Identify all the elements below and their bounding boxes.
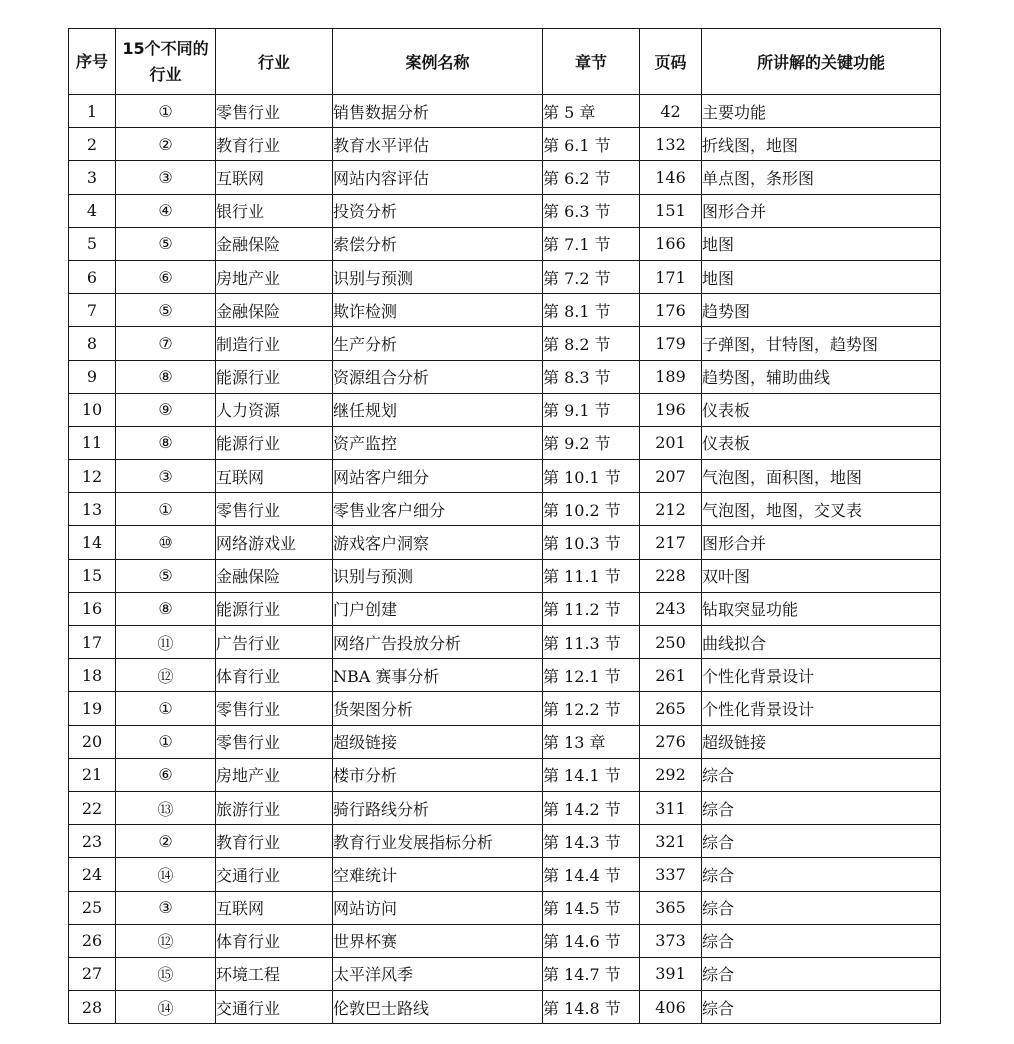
cell-no: 6 (69, 260, 116, 293)
cell-chapter: 第 14.1 节 (543, 758, 640, 791)
cell-industry-id: ⑤ (116, 559, 216, 592)
cell-functions: 子弹图，甘特图，趋势图 (702, 327, 941, 360)
table-body (69, 95, 941, 1024)
cell-functions: 综合 (702, 825, 941, 858)
table-row (69, 227, 941, 260)
header-row (69, 29, 941, 95)
cell-industry: 金融保险 (216, 227, 333, 260)
cell-industry: 零售行业 (216, 95, 333, 128)
cell-industry-id: ④ (116, 194, 216, 227)
cell-chapter: 第 9.2 节 (543, 426, 640, 459)
cell-industry: 房地产业 (216, 260, 333, 293)
table-row (69, 393, 941, 426)
cell-functions: 仪表板 (702, 426, 941, 459)
cell-functions: 仪表板 (702, 393, 941, 426)
cell-industry-id: ⑤ (116, 227, 216, 260)
cell-chapter: 第 8.2 节 (543, 327, 640, 360)
cell-industry: 金融保险 (216, 294, 333, 327)
cell-no: 11 (69, 426, 116, 459)
cell-page: 321 (640, 825, 702, 858)
cell-industry-id: ⑬ (116, 791, 216, 824)
table-row (69, 659, 941, 692)
table-row (69, 95, 941, 128)
cell-industry-id: ⑩ (116, 526, 216, 559)
cell-industry-id: ⑥ (116, 758, 216, 791)
cell-industry-id: ① (116, 493, 216, 526)
cell-industry: 零售行业 (216, 692, 333, 725)
cell-industry: 交通行业 (216, 858, 333, 891)
table-header (69, 29, 941, 95)
cell-chapter: 第 7.1 节 (543, 227, 640, 260)
cell-chapter: 第 6.3 节 (543, 194, 640, 227)
cell-case-name: 空难统计 (333, 858, 543, 891)
cell-industry-id: ⑫ (116, 924, 216, 957)
cell-industry: 体育行业 (216, 659, 333, 692)
cell-industry-id: ⑫ (116, 659, 216, 692)
cell-industry: 互联网 (216, 460, 333, 493)
table-row (69, 493, 941, 526)
cell-page: 189 (640, 360, 702, 393)
cell-no: 25 (69, 891, 116, 924)
cell-page: 365 (640, 891, 702, 924)
cell-case-name: 网站访问 (333, 891, 543, 924)
cell-functions: 钻取突显功能 (702, 592, 941, 625)
cell-case-name: 网站客户细分 (333, 460, 543, 493)
cell-case-name: 太平洋风季 (333, 957, 543, 990)
cell-page: 176 (640, 294, 702, 327)
cell-industry: 广告行业 (216, 626, 333, 659)
cell-page: 151 (640, 194, 702, 227)
cell-page: 166 (640, 227, 702, 260)
table-row (69, 957, 941, 990)
cell-functions: 双叶图 (702, 559, 941, 592)
cell-industry-id: ⑧ (116, 426, 216, 459)
cell-industry: 教育行业 (216, 128, 333, 161)
table-row (69, 991, 941, 1024)
table-row (69, 858, 941, 891)
cell-industry: 零售行业 (216, 493, 333, 526)
cell-case-name: 投资分析 (333, 194, 543, 227)
cell-no: 4 (69, 194, 116, 227)
cell-chapter: 第 6.1 节 (543, 128, 640, 161)
cell-no: 27 (69, 957, 116, 990)
cell-functions: 曲线拟合 (702, 626, 941, 659)
cell-industry-id: ③ (116, 891, 216, 924)
cell-chapter: 第 8.1 节 (543, 294, 640, 327)
cell-industry: 互联网 (216, 161, 333, 194)
cell-chapter: 第 8.3 节 (543, 360, 640, 393)
table-row (69, 327, 941, 360)
table-row (69, 526, 941, 559)
cell-industry-id: ③ (116, 460, 216, 493)
cell-industry-id: ① (116, 725, 216, 758)
cell-case-name: 教育行业发展指标分析 (333, 825, 543, 858)
table-row (69, 194, 941, 227)
cell-industry: 网络游戏业 (216, 526, 333, 559)
cell-page: 406 (640, 991, 702, 1024)
cell-industry-id: ① (116, 95, 216, 128)
cell-industry-id: ⑤ (116, 294, 216, 327)
cell-chapter: 第 11.3 节 (543, 626, 640, 659)
cell-functions: 综合 (702, 891, 941, 924)
cell-chapter: 第 14.2 节 (543, 791, 640, 824)
cell-case-name: 超级链接 (333, 725, 543, 758)
cell-chapter: 第 14.8 节 (543, 991, 640, 1024)
cell-case-name: 伦敦巴士路线 (333, 991, 543, 1024)
cell-page: 217 (640, 526, 702, 559)
cell-chapter: 第 14.3 节 (543, 825, 640, 858)
cell-case-name: 门户创建 (333, 592, 543, 625)
cell-no: 9 (69, 360, 116, 393)
cell-industry: 房地产业 (216, 758, 333, 791)
cell-no: 24 (69, 858, 116, 891)
header-industry-id: 15个不同的行业 (116, 29, 216, 95)
cell-case-name: 资源组合分析 (333, 360, 543, 393)
cell-no: 22 (69, 791, 116, 824)
table-row (69, 360, 941, 393)
cell-industry: 互联网 (216, 891, 333, 924)
cell-case-name: 教育水平评估 (333, 128, 543, 161)
cell-case-name: 销售数据分析 (333, 95, 543, 128)
cell-functions: 折线图，地图 (702, 128, 941, 161)
cell-chapter: 第 14.5 节 (543, 891, 640, 924)
cell-case-name: 识别与预测 (333, 260, 543, 293)
cell-case-name: 欺诈检测 (333, 294, 543, 327)
cell-industry-id: ③ (116, 161, 216, 194)
cell-case-name: 世界杯赛 (333, 924, 543, 957)
cell-industry-id: ⑦ (116, 327, 216, 360)
cell-no: 23 (69, 825, 116, 858)
cell-functions: 图形合并 (702, 526, 941, 559)
cell-no: 16 (69, 592, 116, 625)
cell-functions: 综合 (702, 758, 941, 791)
cell-functions: 主要功能 (702, 95, 941, 128)
cell-industry: 交通行业 (216, 991, 333, 1024)
cell-chapter: 第 10.1 节 (543, 460, 640, 493)
cell-functions: 个性化背景设计 (702, 659, 941, 692)
table-row (69, 260, 941, 293)
cell-industry-id: ⑨ (116, 393, 216, 426)
cell-case-name: 索偿分析 (333, 227, 543, 260)
cell-case-name: 继任规划 (333, 393, 543, 426)
cell-page: 228 (640, 559, 702, 592)
header-case-name: 案例名称 (333, 29, 543, 95)
cell-no: 18 (69, 659, 116, 692)
cell-page: 276 (640, 725, 702, 758)
cell-no: 21 (69, 758, 116, 791)
cell-industry-id: ⑮ (116, 957, 216, 990)
cell-chapter: 第 5 章 (543, 95, 640, 128)
cell-chapter: 第 12.1 节 (543, 659, 640, 692)
cell-page: 373 (640, 924, 702, 957)
cell-page: 311 (640, 791, 702, 824)
table-row (69, 460, 941, 493)
cell-functions: 图形合并 (702, 194, 941, 227)
cell-no: 12 (69, 460, 116, 493)
cell-case-name: 游戏客户洞察 (333, 526, 543, 559)
cell-case-name: 网络广告投放分析 (333, 626, 543, 659)
cell-industry-id: ⑪ (116, 626, 216, 659)
cell-industry-id: ⑧ (116, 592, 216, 625)
cell-functions: 综合 (702, 924, 941, 957)
cell-no: 5 (69, 227, 116, 260)
cell-page: 42 (640, 95, 702, 128)
cell-industry: 体育行业 (216, 924, 333, 957)
cell-industry-id: ① (116, 692, 216, 725)
table-row (69, 161, 941, 194)
cell-functions: 趋势图，辅助曲线 (702, 360, 941, 393)
cell-case-name: NBA 赛事分析 (333, 659, 543, 692)
cell-page: 179 (640, 327, 702, 360)
cell-chapter: 第 12.2 节 (543, 692, 640, 725)
header-functions: 所讲解的关键功能 (702, 29, 941, 95)
cell-no: 17 (69, 626, 116, 659)
table-row (69, 426, 941, 459)
cell-industry-id: ② (116, 128, 216, 161)
table-row (69, 891, 941, 924)
cell-functions: 综合 (702, 991, 941, 1024)
cell-functions: 综合 (702, 957, 941, 990)
cell-industry-id: ② (116, 825, 216, 858)
cell-chapter: 第 10.2 节 (543, 493, 640, 526)
cell-case-name: 零售业客户细分 (333, 493, 543, 526)
case-index-table-container (68, 28, 940, 1024)
cell-functions: 地图 (702, 227, 941, 260)
cell-case-name: 骑行路线分析 (333, 791, 543, 824)
cell-no: 28 (69, 991, 116, 1024)
cell-page: 196 (640, 393, 702, 426)
cell-page: 243 (640, 592, 702, 625)
cell-functions: 单点图，条形图 (702, 161, 941, 194)
cell-industry: 能源行业 (216, 426, 333, 459)
cell-no: 15 (69, 559, 116, 592)
table-row (69, 294, 941, 327)
cell-no: 8 (69, 327, 116, 360)
cell-no: 2 (69, 128, 116, 161)
cell-functions: 个性化背景设计 (702, 692, 941, 725)
table-row (69, 791, 941, 824)
cell-page: 146 (640, 161, 702, 194)
cell-page: 337 (640, 858, 702, 891)
cell-functions: 气泡图，面积图，地图 (702, 460, 941, 493)
header-no: 序号 (69, 29, 116, 95)
cell-industry: 金融保险 (216, 559, 333, 592)
cell-industry-id: ⑭ (116, 991, 216, 1024)
cell-page: 201 (640, 426, 702, 459)
cell-no: 13 (69, 493, 116, 526)
table-row (69, 559, 941, 592)
cell-functions: 综合 (702, 858, 941, 891)
table-row (69, 128, 941, 161)
cell-no: 26 (69, 924, 116, 957)
cell-page: 207 (640, 460, 702, 493)
cell-functions: 地图 (702, 260, 941, 293)
cell-no: 7 (69, 294, 116, 327)
cell-case-name: 资产监控 (333, 426, 543, 459)
cell-case-name: 识别与预测 (333, 559, 543, 592)
cell-industry: 零售行业 (216, 725, 333, 758)
cell-industry: 能源行业 (216, 360, 333, 393)
cell-industry: 旅游行业 (216, 791, 333, 824)
cell-industry: 人力资源 (216, 393, 333, 426)
cell-industry: 银行业 (216, 194, 333, 227)
cell-industry: 能源行业 (216, 592, 333, 625)
cell-no: 19 (69, 692, 116, 725)
cell-page: 391 (640, 957, 702, 990)
table-row (69, 725, 941, 758)
table-row (69, 592, 941, 625)
cell-functions: 超级链接 (702, 725, 941, 758)
cell-industry: 制造行业 (216, 327, 333, 360)
cell-chapter: 第 11.2 节 (543, 592, 640, 625)
cell-page: 261 (640, 659, 702, 692)
cell-no: 20 (69, 725, 116, 758)
cell-page: 265 (640, 692, 702, 725)
header-page: 页码 (640, 29, 702, 95)
cell-case-name: 楼市分析 (333, 758, 543, 791)
header-industry: 行业 (216, 29, 333, 95)
cell-chapter: 第 6.2 节 (543, 161, 640, 194)
case-index-table (68, 28, 941, 1024)
cell-case-name: 生产分析 (333, 327, 543, 360)
table-row (69, 692, 941, 725)
cell-industry-id: ⑭ (116, 858, 216, 891)
table-row (69, 626, 941, 659)
cell-case-name: 网站内容评估 (333, 161, 543, 194)
table-row (69, 825, 941, 858)
table-row (69, 758, 941, 791)
cell-functions: 综合 (702, 791, 941, 824)
cell-no: 10 (69, 393, 116, 426)
cell-functions: 气泡图，地图，交叉表 (702, 493, 941, 526)
cell-page: 132 (640, 128, 702, 161)
cell-chapter: 第 14.6 节 (543, 924, 640, 957)
cell-industry-id: ⑧ (116, 360, 216, 393)
cell-page: 171 (640, 260, 702, 293)
cell-functions: 趋势图 (702, 294, 941, 327)
cell-no: 14 (69, 526, 116, 559)
cell-chapter: 第 7.2 节 (543, 260, 640, 293)
cell-industry: 教育行业 (216, 825, 333, 858)
cell-no: 1 (69, 95, 116, 128)
cell-no: 3 (69, 161, 116, 194)
header-chapter: 章节 (543, 29, 640, 95)
cell-page: 292 (640, 758, 702, 791)
cell-page: 250 (640, 626, 702, 659)
table-row (69, 924, 941, 957)
cell-chapter: 第 13 章 (543, 725, 640, 758)
cell-chapter: 第 14.4 节 (543, 858, 640, 891)
cell-chapter: 第 11.1 节 (543, 559, 640, 592)
cell-industry-id: ⑥ (116, 260, 216, 293)
cell-case-name: 货架图分析 (333, 692, 543, 725)
cell-chapter: 第 9.1 节 (543, 393, 640, 426)
cell-page: 212 (640, 493, 702, 526)
cell-chapter: 第 10.3 节 (543, 526, 640, 559)
cell-industry: 环境工程 (216, 957, 333, 990)
cell-chapter: 第 14.7 节 (543, 957, 640, 990)
